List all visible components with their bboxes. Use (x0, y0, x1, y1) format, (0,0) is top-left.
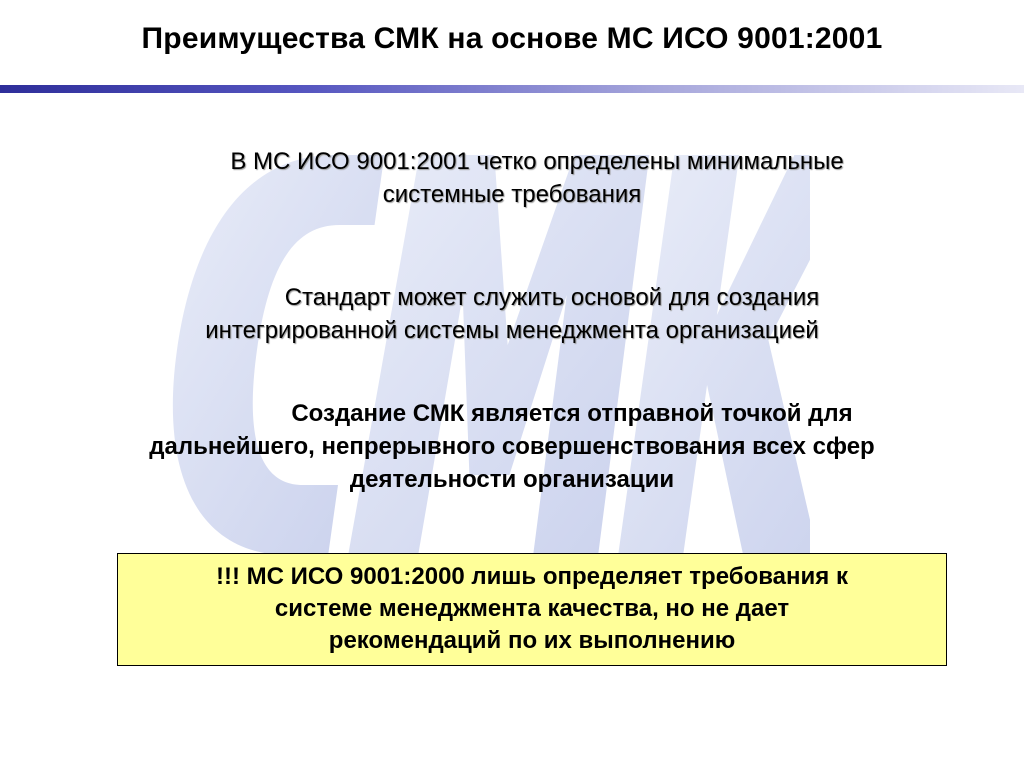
paragraph-integrated-system (0, 281, 1024, 347)
paragraph-line: В МС ИСО 9001:2001 четко определены минимальные (230, 148, 844, 175)
paragraph-continuous-improvement (0, 397, 1024, 496)
note-line: системе менеджмента качества, но не дает (274, 595, 790, 622)
note-line: рекомендаций по их выполнению (328, 627, 736, 654)
paragraph-line: дальнейшего, непрерывного совершенствования всех сфер (149, 433, 875, 460)
note-line: !!! МС ИСО 9001:2000 лишь определяет требования к (216, 563, 848, 590)
paragraph-line: Создание СМК является отправной точкой для (291, 400, 853, 427)
paragraph-line: Стандарт может служить основой для создания (284, 284, 820, 311)
slide-title: Преимущества СМК на основе МС ИСО 9001:2001 (141, 22, 883, 55)
paragraph-line: деятельности организации (349, 466, 675, 493)
paragraph-line: системные требования (382, 181, 642, 208)
highlighted-note-box (117, 553, 947, 666)
paragraph-minimal-requirements (0, 145, 1024, 211)
title-underline-bar (0, 85, 1024, 93)
paragraph-line: интегрированной системы менеджмента организацией (205, 317, 819, 344)
